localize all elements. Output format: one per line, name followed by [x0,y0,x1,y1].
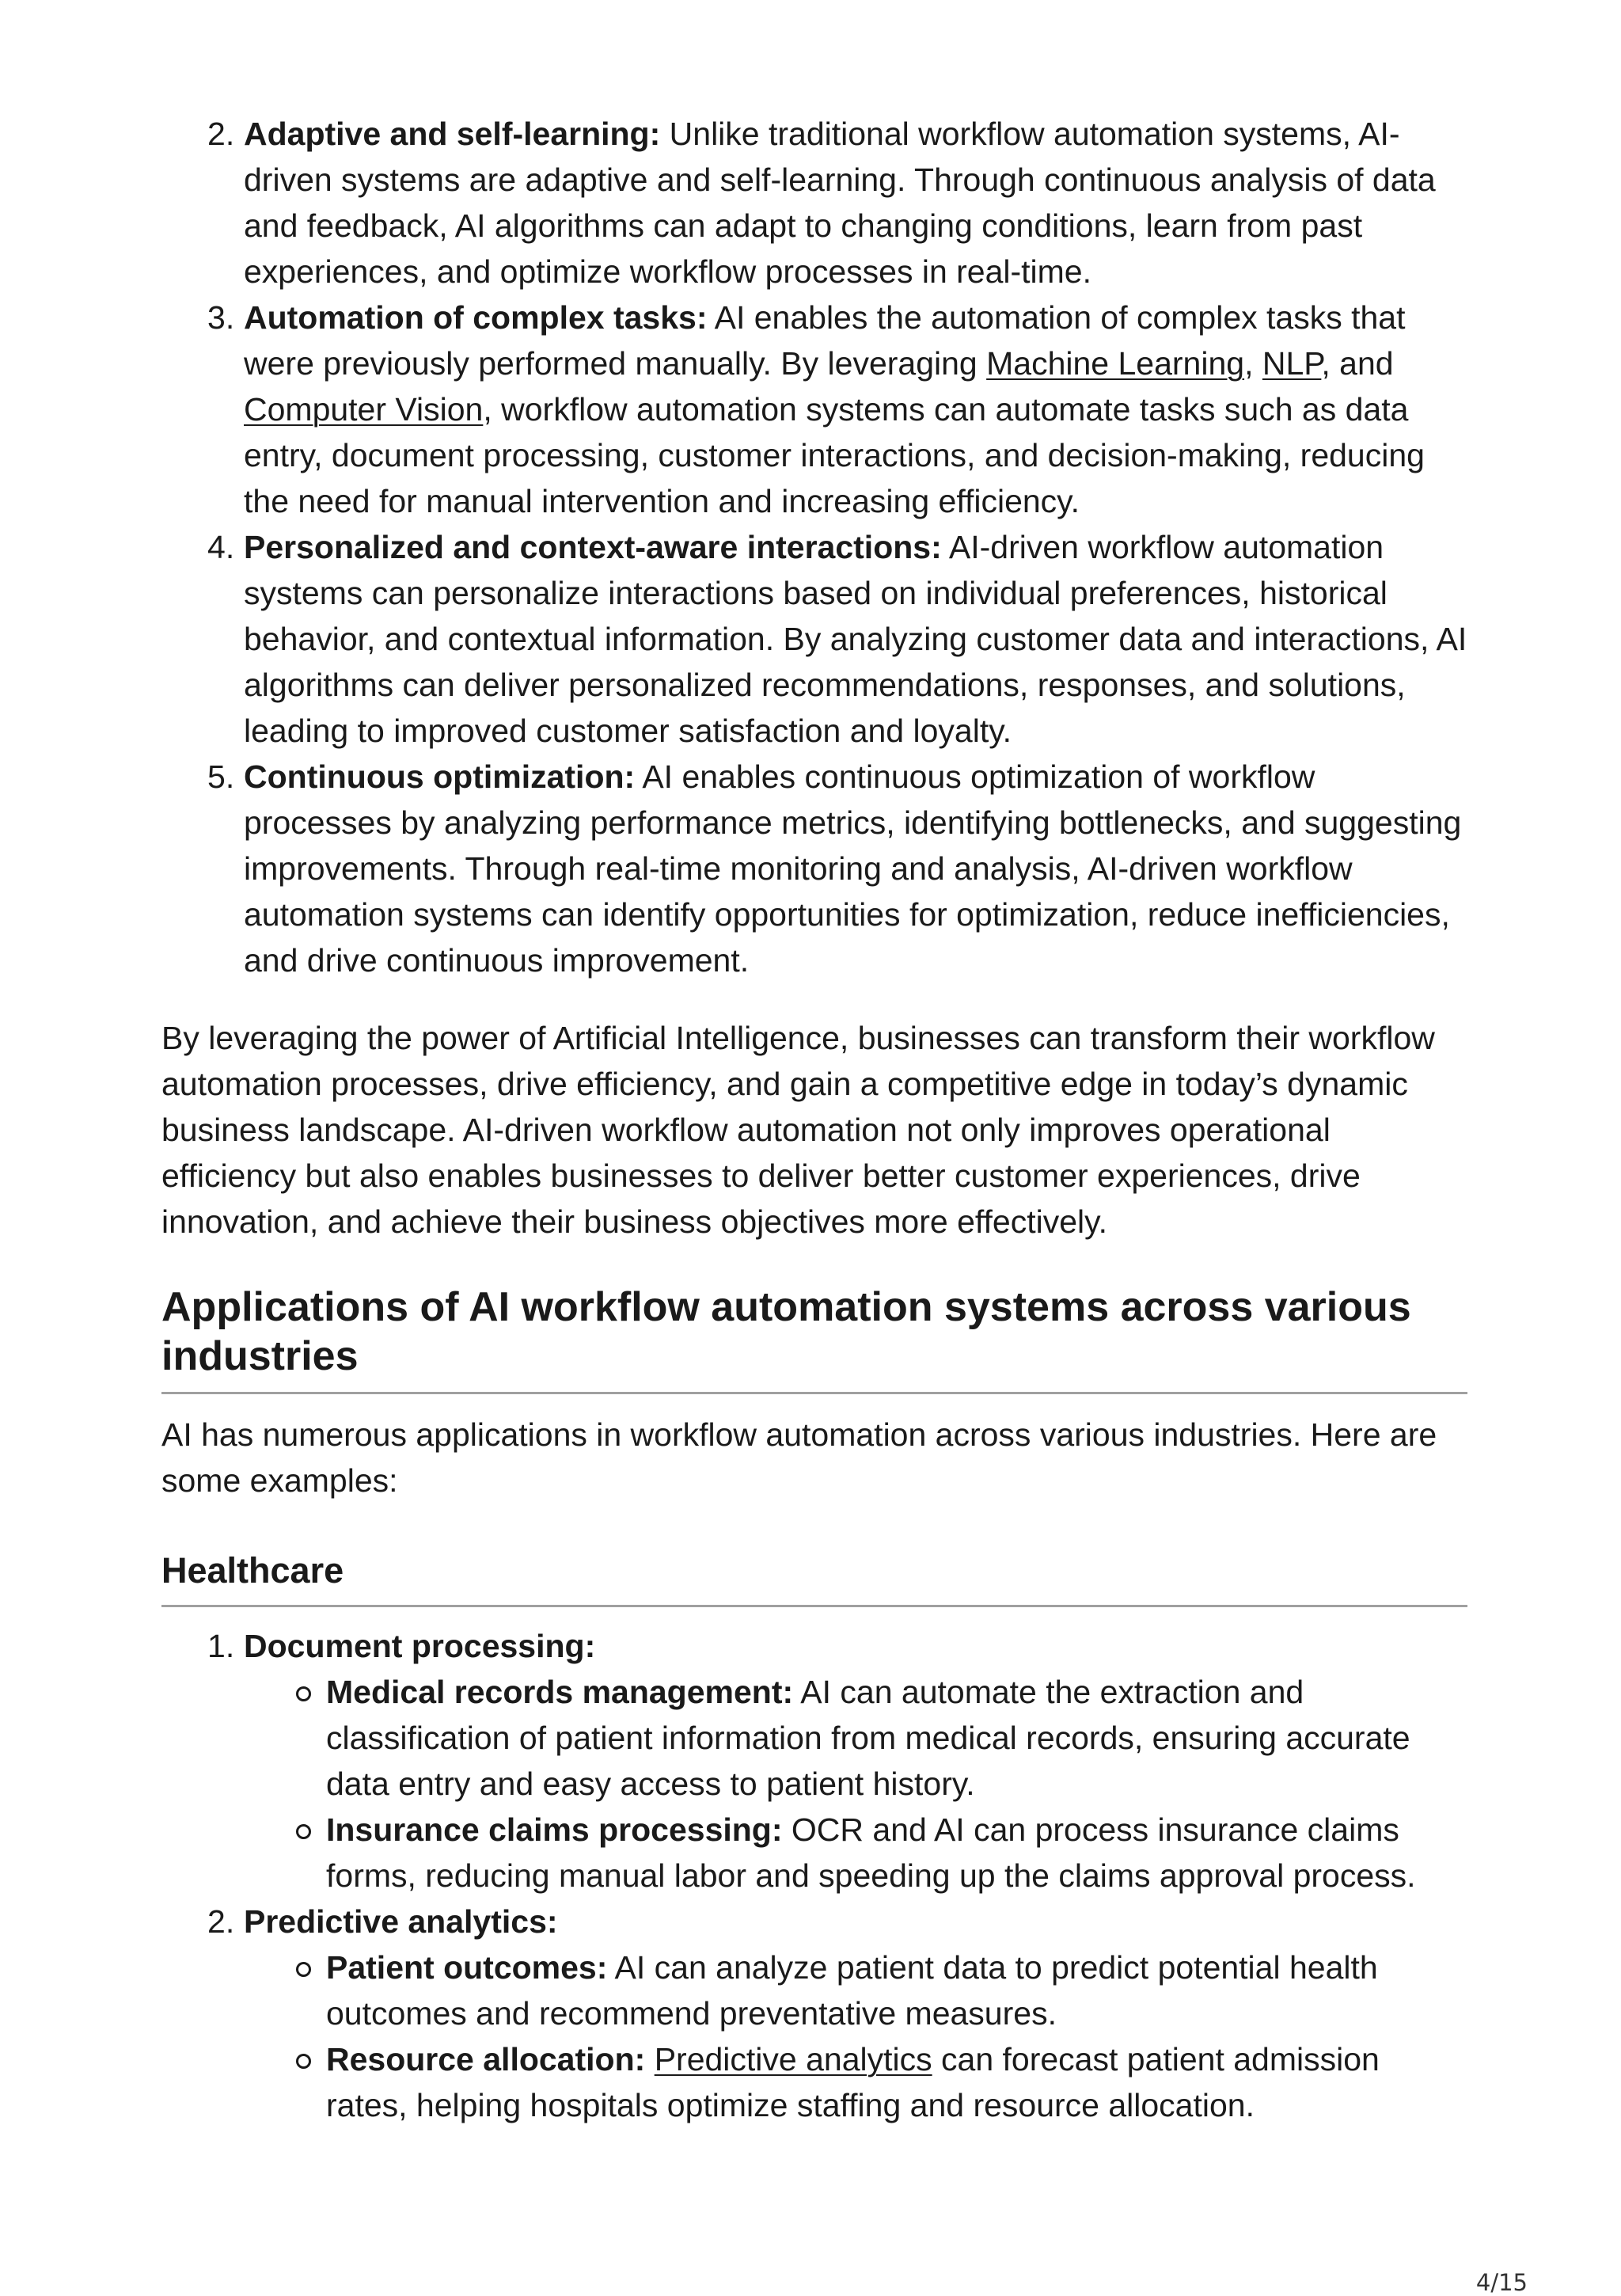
computer-vision-link[interactable]: Computer Vision [244,391,484,428]
conclusion-paragraph: By leveraging the power of Artificial Intelligence, businesses can transform their workflow automation processes, drive efficiency, and gain a competitive edge in today’s dynamic business landscape. AI-driven workflow automation not only improves operational efficiency but also enables businesses to deliver better customer experiences, drive innovation, and achieve their business objectives more effectively. [161,1020,1435,1240]
list-item [244,1623,1467,1899]
sub-list-item [326,1669,1467,1807]
subitem-title: Patient outcomes: [326,1949,608,1986]
separator-text: , and [1321,345,1394,382]
section-heading: Applications of AI workflow automation systems across various industries [161,1283,1467,1394]
healthcare-list [161,1623,1467,2128]
sub-list-item [326,1807,1467,1899]
separator-text: , [1244,345,1262,382]
sub-list [244,1944,1467,2128]
document-page [161,111,1467,2128]
subitem-title: Resource allocation: [326,2041,646,2077]
list-item [244,295,1467,524]
benefits-list [161,111,1467,983]
list-item [244,524,1467,754]
sub-list-item [326,1944,1467,2036]
item-title: Personalized and context-aware interactions: [244,529,942,565]
subitem-text: AI can automate the extraction and classification of patient information from medical records, ensuring accurate data entry and easy access to patient history. [326,1674,1410,1802]
subitem-text: can forecast patient admission rates, helping hospitals optimize staffing and resource allocation. [326,2041,1380,2123]
sub-list-item [326,2036,1467,2128]
list-item [244,111,1467,295]
list-item [244,754,1467,983]
machine-learning-link[interactable]: Machine Learning [986,345,1245,382]
subitem-text: OCR and AI can process insurance claims forms, reducing manual labor and speeding up the claims approval process. [326,1811,1416,1894]
item-title: Continuous optimization: [244,758,636,795]
item-text: Unlike traditional workflow automation systems, AI-driven systems are adaptive and self-learning. Through continuous analysis of data and feedback, AI algorithms can adapt to changing conditions, learn from past experiences, and optimize workflow processes in real-time. [244,116,1436,290]
healthcare-list-wrapper [161,1623,1467,2128]
subitem-title: Medical records management: [326,1674,794,1710]
predictive-analytics-link[interactable]: Predictive analytics [654,2041,932,2077]
nlp-link[interactable]: NLP [1262,345,1322,382]
list-item [244,1899,1467,2128]
item-title: Automation of complex tasks: [244,299,708,336]
item-title: Document processing: [244,1628,596,1664]
section-intro: AI has numerous applications in workflow automation across various industries. Here are some examples: [161,1416,1437,1499]
item-text: AI enables the automation of complex tasks that were previously performed manually. By leveraging [244,299,1406,382]
item-text: AI-driven workflow automation systems can personalize interactions based on individual preferences, historical behavior, and contextual information. By analyzing customer data and interactions, AI algorithms can deliver personalized recommendations, responses, and solutions, leading to improved customer satisfaction and loyalty. [244,529,1467,749]
item-text: AI enables continuous optimization of workflow processes by analyzing performance metrics, identifying bottlenecks, and suggesting improvements. Through real-time monitoring and analysis, AI-driven workflow automation systems can identify opportunities for optimization, reduce inefficiencies, and drive continuous improvement. [244,758,1462,979]
subitem-text [645,2041,654,2077]
subitem-title: Insurance claims processing: [326,1811,783,1848]
healthcare-heading: Healthcare [161,1548,1467,1607]
item-title: Adaptive and self-learning: [244,116,661,152]
item-title: Predictive analytics: [244,1903,558,1940]
sub-list [244,1669,1467,1899]
subitem-text: AI can analyze patient data to predict potential health outcomes and recommend preventative measures. [326,1949,1378,2032]
page-number: 4/15 [1475,2269,1528,2296]
item-text: , workflow automation systems can automate tasks such as data entry, document processing, customer interactions, and decision-making, reducing the need for manual intervention and increasing efficiency. [244,391,1425,519]
